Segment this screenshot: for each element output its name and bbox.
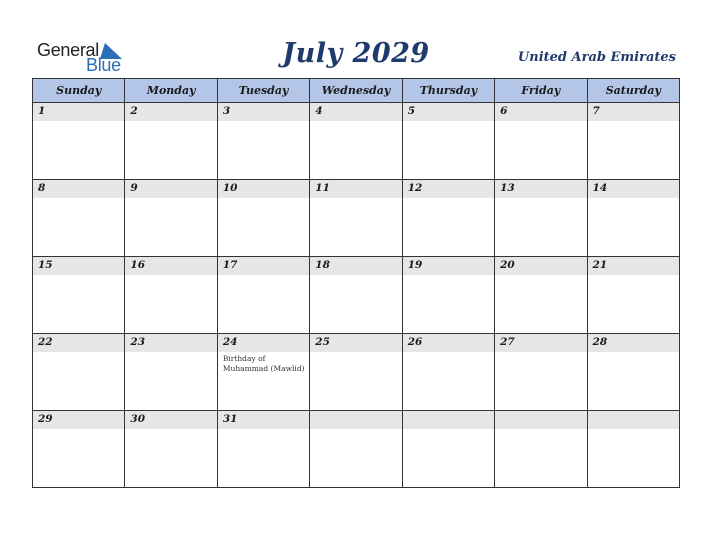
day-number: 18 bbox=[310, 257, 401, 275]
week-row bbox=[33, 334, 680, 411]
day-number: 3 bbox=[218, 103, 309, 121]
day-cell bbox=[587, 180, 679, 257]
day-cell bbox=[587, 103, 679, 180]
day-cell bbox=[33, 411, 125, 488]
day-number: 21 bbox=[588, 257, 679, 275]
day-number: 13 bbox=[495, 180, 586, 198]
day-number: 7 bbox=[588, 103, 679, 121]
day-number: 11 bbox=[310, 180, 401, 198]
day-number bbox=[588, 411, 679, 429]
day-number: 22 bbox=[33, 334, 124, 352]
day-number bbox=[310, 411, 401, 429]
day-cell bbox=[495, 334, 587, 411]
day-cell bbox=[125, 103, 217, 180]
logo-general-text: General bbox=[37, 40, 99, 60]
day-number: 14 bbox=[588, 180, 679, 198]
weekday-header-friday: Friday bbox=[495, 79, 587, 103]
day-cell bbox=[310, 103, 402, 180]
day-number: 17 bbox=[218, 257, 309, 275]
day-cell bbox=[310, 334, 402, 411]
day-cell bbox=[402, 180, 494, 257]
day-number: 30 bbox=[125, 411, 216, 429]
day-number: 8 bbox=[33, 180, 124, 198]
day-cell bbox=[587, 257, 679, 334]
day-number bbox=[403, 411, 494, 429]
day-cell bbox=[495, 103, 587, 180]
day-number bbox=[495, 411, 586, 429]
day-cell bbox=[217, 257, 309, 334]
weekday-header-thursday: Thursday bbox=[402, 79, 494, 103]
day-number: 2 bbox=[125, 103, 216, 121]
day-number: 25 bbox=[310, 334, 401, 352]
weekday-header-sunday: Sunday bbox=[33, 79, 125, 103]
day-cell bbox=[33, 103, 125, 180]
day-cell bbox=[33, 180, 125, 257]
calendar-body bbox=[33, 103, 680, 488]
day-number: 20 bbox=[495, 257, 586, 275]
weekday-header-tuesday: Tuesday bbox=[217, 79, 309, 103]
empty-day-cell bbox=[495, 411, 587, 488]
day-cell bbox=[402, 103, 494, 180]
calendar-title: July 2029 bbox=[282, 38, 430, 69]
day-cell bbox=[495, 180, 587, 257]
day-cell bbox=[217, 334, 309, 411]
logo-blue-text: Blue bbox=[86, 55, 121, 75]
day-number: 27 bbox=[495, 334, 586, 352]
week-row bbox=[33, 180, 680, 257]
week-row bbox=[33, 411, 680, 488]
day-number: 10 bbox=[218, 180, 309, 198]
day-number: 12 bbox=[403, 180, 494, 198]
day-number: 9 bbox=[125, 180, 216, 198]
empty-day-cell bbox=[587, 411, 679, 488]
day-number: 6 bbox=[495, 103, 586, 121]
day-number: 24 bbox=[218, 334, 309, 352]
day-cell bbox=[310, 257, 402, 334]
day-number: 5 bbox=[403, 103, 494, 121]
day-cell bbox=[125, 180, 217, 257]
day-cell bbox=[217, 103, 309, 180]
week-row bbox=[33, 103, 680, 180]
day-number: 1 bbox=[33, 103, 124, 121]
day-number: 15 bbox=[33, 257, 124, 275]
day-number: 26 bbox=[403, 334, 494, 352]
day-cell bbox=[587, 334, 679, 411]
day-cell bbox=[310, 180, 402, 257]
calendar-grid bbox=[32, 78, 680, 488]
weekday-header-saturday: Saturday bbox=[587, 79, 679, 103]
day-cell bbox=[33, 257, 125, 334]
weekday-header-row bbox=[33, 79, 680, 103]
day-cell bbox=[33, 334, 125, 411]
day-number: 16 bbox=[125, 257, 216, 275]
day-cell bbox=[402, 334, 494, 411]
day-number: 4 bbox=[310, 103, 401, 121]
day-cell bbox=[125, 334, 217, 411]
empty-day-cell bbox=[310, 411, 402, 488]
day-cell bbox=[217, 180, 309, 257]
weekday-header-monday: Monday bbox=[125, 79, 217, 103]
holiday-label: Birthday of Muhammad (Mawlid) bbox=[222, 354, 305, 373]
empty-day-cell bbox=[402, 411, 494, 488]
day-number: 28 bbox=[588, 334, 679, 352]
country-name: United Arab Emirates bbox=[517, 50, 676, 65]
week-row bbox=[33, 257, 680, 334]
weekday-header-wednesday: Wednesday bbox=[310, 79, 402, 103]
day-number: 31 bbox=[218, 411, 309, 429]
day-cell bbox=[402, 257, 494, 334]
day-cell bbox=[217, 411, 309, 488]
day-cell bbox=[125, 411, 217, 488]
day-number: 29 bbox=[33, 411, 124, 429]
day-number: 19 bbox=[403, 257, 494, 275]
day-cell bbox=[125, 257, 217, 334]
day-number: 23 bbox=[125, 334, 216, 352]
day-cell bbox=[495, 257, 587, 334]
